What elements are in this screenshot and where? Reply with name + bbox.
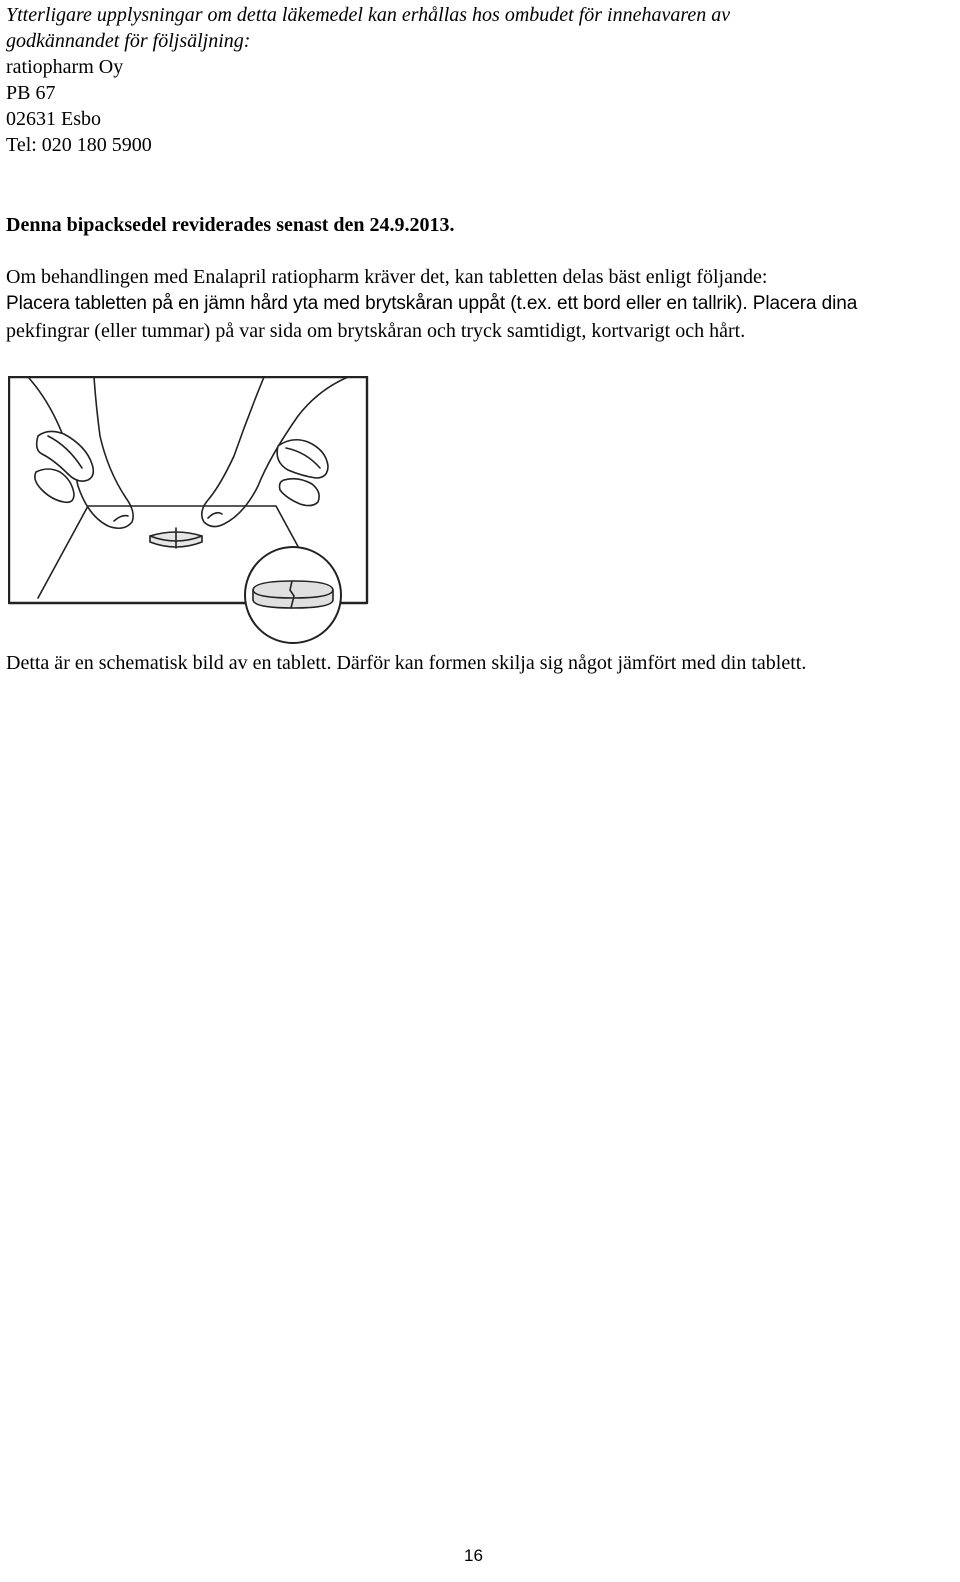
tablet-icon — [150, 528, 202, 548]
figure-caption: Detta är en schematisk bild av en tablett. Därför kan formen skilja sig något jämfört med din tablett. — [6, 652, 807, 674]
instructions-line-1: Om behandlingen med Enalapril ratiopharm kräver det, kan tabletten delas bäst enligt följande: — [6, 266, 768, 288]
contact-intro-line-1: Ytterligare upplysningar om detta läkemedel kan erhållas hos ombudet för innehavaren av — [6, 4, 731, 26]
contact-intro-line-2: godkännandet för följsäljning: — [6, 30, 251, 52]
tablet-splitting-illustration-icon — [8, 376, 370, 644]
company-name: ratiopharm Oy — [6, 56, 124, 78]
phone-number: Tel: 020 180 5900 — [6, 134, 152, 156]
po-box: PB 67 — [6, 82, 56, 104]
revision-date: Denna bipacksedel reviderades senast den 24.9.2013. — [6, 214, 455, 236]
magnified-tablet-inset — [245, 547, 341, 643]
postal-address: 02631 Esbo — [6, 108, 101, 130]
instructions-line-3: pekfingrar (eller tummar) på var sida om brytskåran och tryck samtidigt, kortvarigt och hårt. — [6, 320, 746, 342]
page-number: 16 — [464, 1546, 483, 1565]
instructions-line-2: Placera tabletten på en jämn hård yta med brytskåran uppåt (t.ex. ett bord eller en tallrik). Placera dina — [6, 293, 858, 314]
right-hand-icon — [202, 377, 348, 527]
